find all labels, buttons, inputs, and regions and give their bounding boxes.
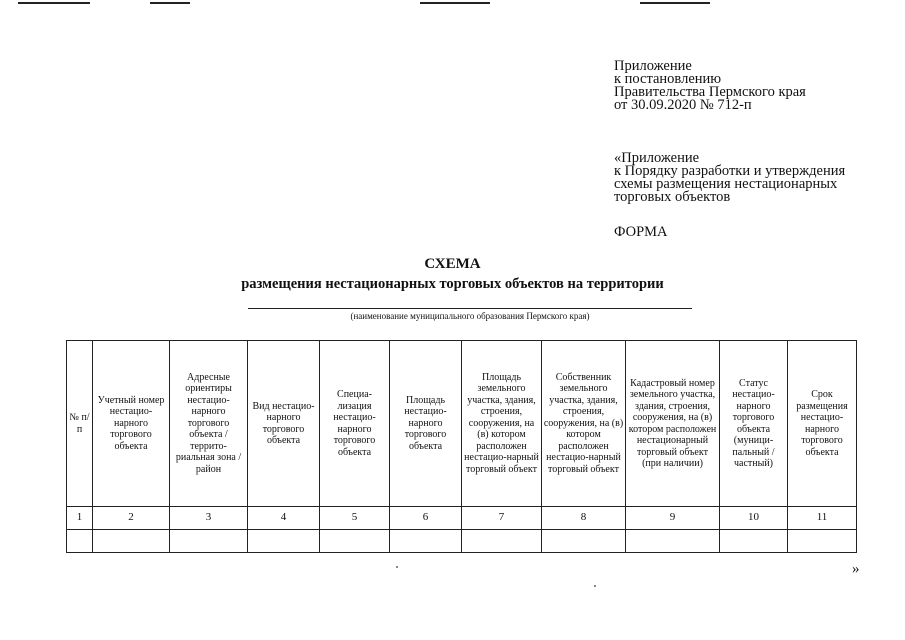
appendix-order-line: торговых объектов: [614, 189, 731, 205]
table-cell: [788, 530, 857, 553]
table-cell: [67, 530, 93, 553]
header-cell: Вид нестацио-нарного торгового объекта: [248, 341, 320, 507]
table-cell: [542, 530, 626, 553]
appendix-line: к постановлению: [614, 71, 722, 87]
header-cell: Площадь земельного участка, здания, строения, сооружения, на (в) котором расположен нестацио-нарный торговый объект: [462, 341, 542, 507]
appendix-line: Приложение: [614, 58, 692, 74]
document-subtitle: размещения нестационарных торговых объектов на территории: [241, 276, 664, 292]
closing-quote: »: [852, 561, 860, 577]
column-number: 11: [788, 507, 857, 530]
table-header-row: [67, 341, 857, 507]
column-number: 3: [170, 507, 248, 530]
header-cell: Срок размещения нестацио-нарного торгового объекта: [788, 341, 857, 507]
header-cell: Специа-лизация нестацио-нарного торгового объекта: [320, 341, 390, 507]
column-number: 6: [390, 507, 462, 530]
appendix-order-block: [614, 152, 845, 204]
form-label: ФОРМА: [614, 224, 668, 240]
table-cell: [248, 530, 320, 553]
table-cell: [720, 530, 788, 553]
column-number: 9: [626, 507, 720, 530]
appendix-line: Правительства Пермского края: [614, 84, 806, 100]
header-cell: Кадастровый номер земельного участка, здания, строения, сооружения, на (в) котором расположен нестационарный торговый объект (при наличии): [626, 341, 720, 507]
appendix-line: от 30.09.2020 № 712-п: [614, 97, 752, 113]
header-cell: Площадь нестацио-нарного торгового объекта: [390, 341, 462, 507]
header-cell: № п/п: [67, 341, 93, 507]
schema-table: [66, 340, 857, 553]
column-number: 10: [720, 507, 788, 530]
table-cell: [170, 530, 248, 553]
appendix-order-line: к Порядку разработки и утверждения: [614, 163, 846, 179]
table-cell: [390, 530, 462, 553]
appendix-block: [614, 60, 806, 112]
table-cell: [320, 530, 390, 553]
scan-speck: [396, 566, 398, 568]
document-title: СХЕМА: [424, 256, 481, 272]
header-cell: Собственник земельного участка, здания, строения, сооружения, на (в) котором расположен нестацио-нарный торговый объект: [542, 341, 626, 507]
table-row: [67, 530, 857, 553]
table-cell: [626, 530, 720, 553]
header-cell: Учетный номер нестацио-нарного торгового объекта: [93, 341, 170, 507]
table-number-row: [67, 507, 857, 530]
scan-top-edge: [0, 0, 905, 6]
column-number: 8: [542, 507, 626, 530]
column-number: 1: [67, 507, 93, 530]
column-number: 4: [248, 507, 320, 530]
appendix-order-line: схемы размещения нестационарных: [614, 176, 838, 192]
table-cell: [462, 530, 542, 553]
municipality-name-line: [248, 308, 692, 309]
table-cell: [93, 530, 170, 553]
column-number: 2: [93, 507, 170, 530]
scan-speck: [594, 585, 596, 587]
column-number: 7: [462, 507, 542, 530]
municipality-name-caption: (наименование муниципального образования Пермского края): [350, 311, 590, 321]
header-cell: Статус нестацио-нарного торгового объекта (муници-пальный / частный): [720, 341, 788, 507]
header-cell: Адресные ориентиры нестацио-нарного торгового объекта / террито-риальная зона / район: [170, 341, 248, 507]
column-number: 5: [320, 507, 390, 530]
appendix-order-line: «Приложение: [614, 150, 700, 166]
